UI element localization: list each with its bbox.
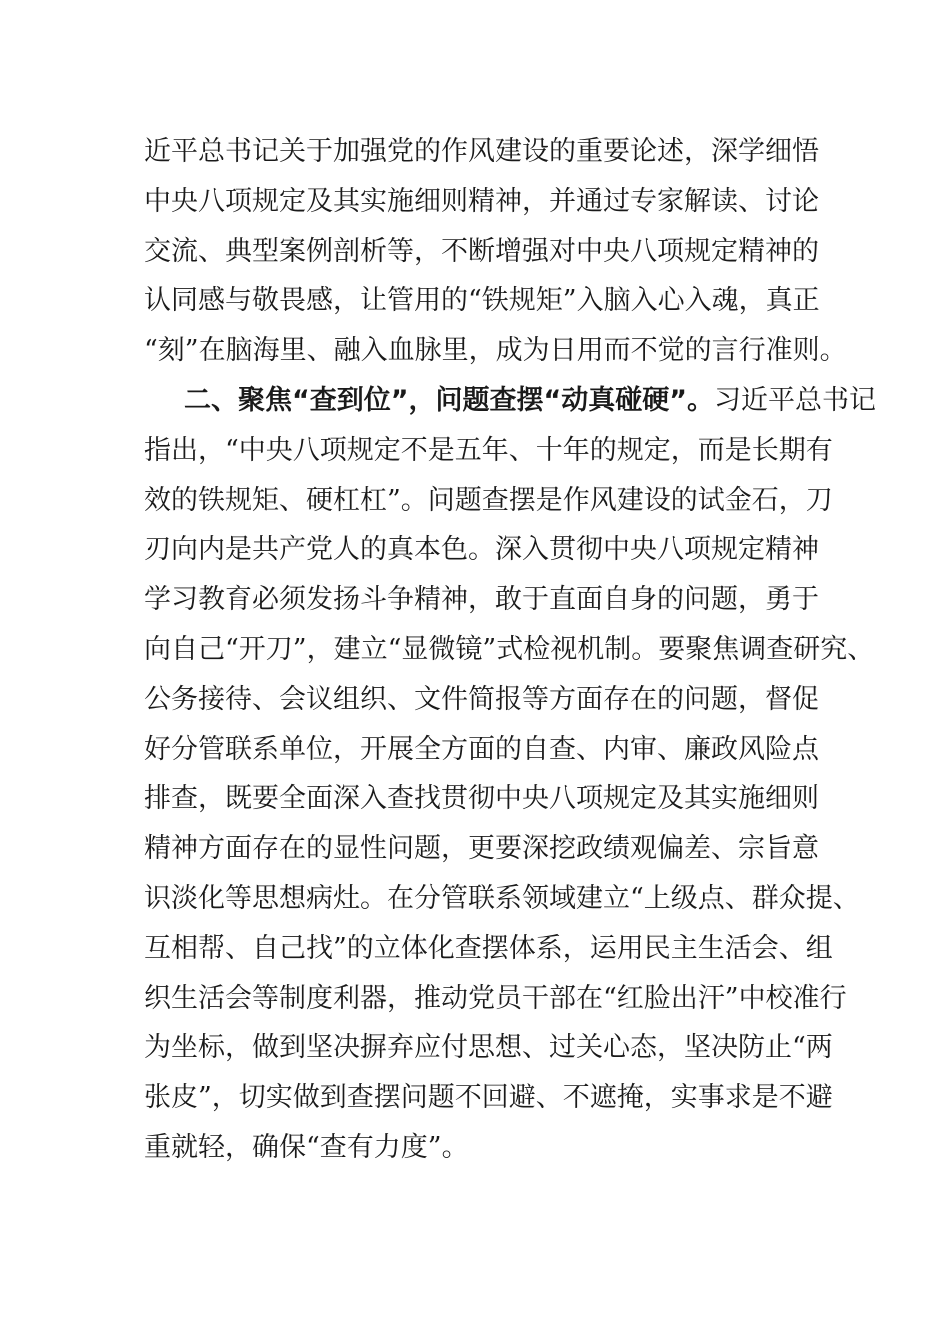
text-line: 精神方面存在的显性问题，更要深挖政绩观偏差、宗旨意	[144, 833, 819, 865]
text-line: 识淡化等思想病灶。在分管联系领域建立“上级点、群众提、	[144, 882, 860, 914]
document-body	[144, 127, 876, 1173]
text-line: 中央八项规定及其实施细则精神，并通过专家解读、讨论	[144, 185, 819, 217]
text-line: 重就轻，确保“查有力度”。	[144, 1131, 469, 1163]
text-line: 好分管联系单位，开展全方面的自查、内审、廉政风险点	[144, 733, 819, 765]
paragraph-first-line	[144, 376, 876, 426]
text-line: “刻”在脑海里、融入血脉里，成为日用而不觉的言行准则。	[144, 335, 847, 367]
text-line: 公务接待、会议组织、文件简报等方面存在的问题，督促	[144, 683, 819, 715]
text-line: 为坐标，做到坚决摒弃应付思想、过关心态，坚决防止“两	[144, 1032, 833, 1064]
heading-continuation: 习近平总书记	[713, 384, 876, 416]
text-line: 交流、典型案例剖析等，不断增强对中央八项规定精神的	[144, 235, 819, 267]
section-heading: 二、聚焦“查到位”，问题查摆“动真碰硬”。	[184, 384, 714, 416]
text-line: 指出，“中央八项规定不是五年、十年的规定，而是长期有	[144, 434, 833, 466]
text-line: 认同感与敬畏感，让管用的“铁规矩”入脑入心入魂，真正	[144, 285, 820, 317]
text-line: 学习教育必须发扬斗争精神，敢于直面自身的问题，勇于	[144, 584, 819, 616]
text-line: 张皮”，切实做到查摆问题不回避、不遮掩，实事求是不避	[144, 1082, 833, 1114]
text-line: 向自己“开刀”，建立“显微镜”式检视机制。要聚焦调查研究、	[144, 633, 875, 665]
text-line: 近平总书记关于加强党的作风建设的重要论述，深学细悟	[144, 136, 819, 167]
text-line: 织生活会等制度利器，推动党员干部在“红脸出汗”中校准行	[144, 982, 847, 1014]
paragraph-2	[144, 376, 876, 1173]
text-line: 刃向内是共产党人的真本色。深入贯彻中央八项规定精神	[144, 534, 819, 566]
paragraph-1	[144, 127, 847, 376]
text-line: 排查，既要全面深入查找贯彻中央八项规定及其实施细则	[144, 783, 819, 815]
text-line: 效的铁规矩、硬杠杠”。问题查摆是作风建设的试金石，刀	[144, 484, 833, 516]
text-line: 互相帮、自己找”的立体化查摆体系，运用民主生活会、组	[144, 932, 833, 964]
